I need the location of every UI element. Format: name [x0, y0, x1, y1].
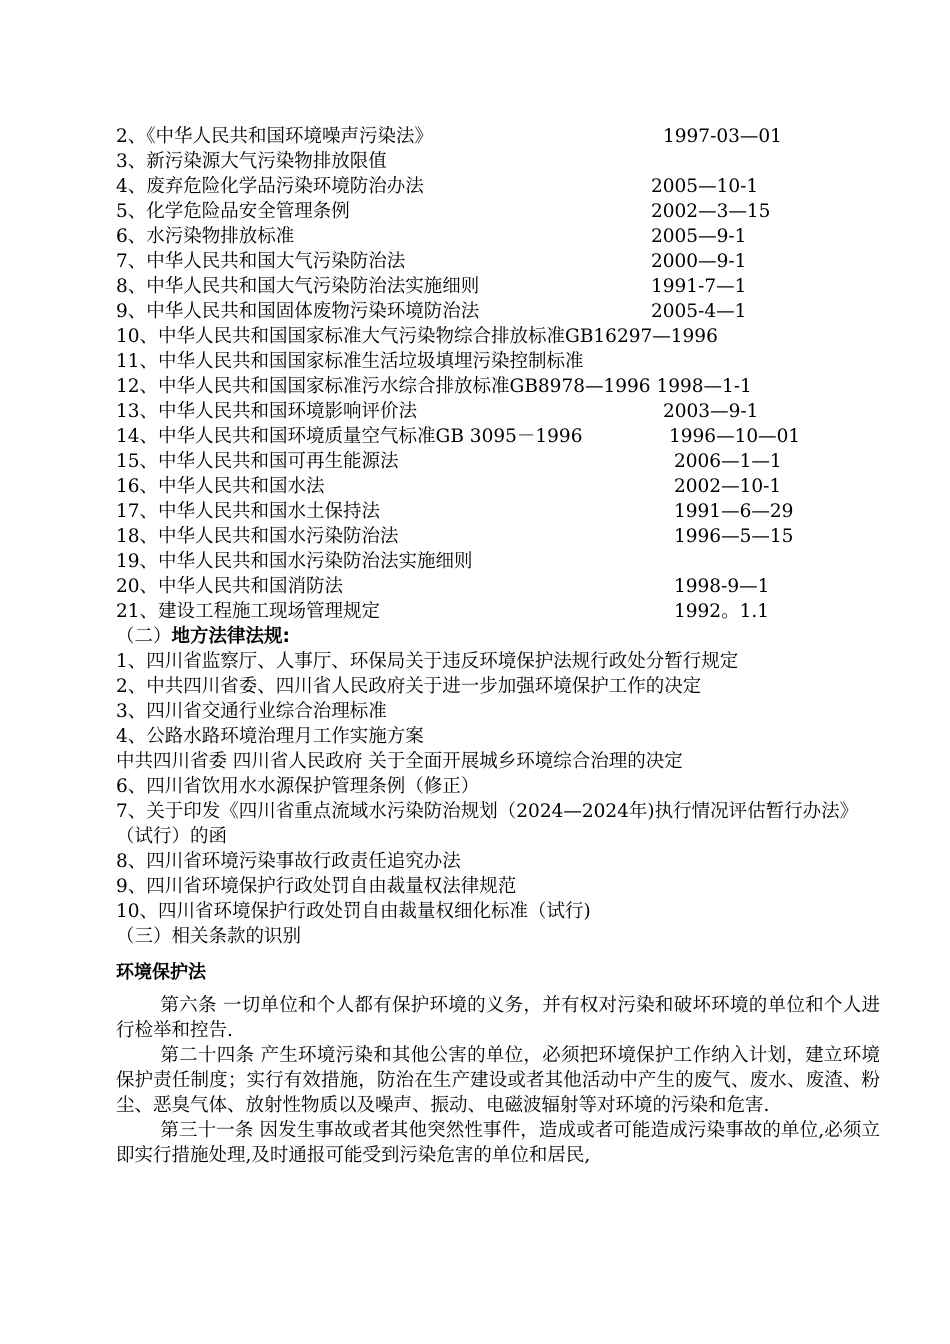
item-label: 14、中华人民共和国环境质量空气标准GB 3095－1996 [116, 426, 583, 447]
item-label: 18、中华人民共和国水污染防治法 [116, 526, 399, 547]
local-laws-heading [116, 624, 880, 649]
item-label: 4、废弃危险化学品污染环境防治办法 [116, 176, 424, 197]
list-item [116, 599, 880, 624]
list-item [116, 399, 880, 424]
item-date: 2006—1—1 [674, 451, 782, 472]
list-item: 1、四川省监察厅、人事厅、环保局关于违反环境保护法规行政处分暂行规定 [116, 651, 739, 672]
list-item [116, 349, 880, 374]
list-item [116, 574, 880, 599]
list-item [116, 474, 880, 499]
item-label: 11、中华人民共和国国家标准生活垃圾填埋污染控制标准 [116, 351, 584, 372]
paragraph: 第二十四条 产生环境污染和其他公害的单位，必须把环境保护工作纳入计划，建立环境保护责任制度；实行有效措施，防治在生产建设或者其他活动中产生的废气、废水、废渣、粉尘、恶臭气体、放射性物质以及噪声、振动、电磁波辐射等对环境的污染和危害. [116, 1045, 880, 1116]
item-label: 8、中华人民共和国大气污染防治法实施细则 [116, 276, 480, 297]
item-date: 1991-7—1 [651, 276, 747, 297]
item-date: 2005—10-1 [651, 176, 759, 197]
heading-prefix: （二） [116, 626, 172, 647]
item-date: 1992。1.1 [674, 601, 770, 622]
section-title: 环境保护法 [116, 962, 206, 983]
item-date: 1996—10—01 [669, 426, 801, 447]
item-label: 15、中华人民共和国可再生能源法 [116, 451, 399, 472]
item-label: 9、中华人民共和国固体废物污染环境防治法 [116, 301, 480, 322]
item-label: 16、中华人民共和国水法 [116, 476, 325, 497]
item-label: 3、新污染源大气污染物排放限值 [116, 151, 387, 172]
list-item [116, 424, 880, 449]
list-item [116, 449, 880, 474]
list-item [116, 199, 880, 224]
list-item [116, 149, 880, 174]
item-date: 2002—10-1 [674, 476, 782, 497]
list-item: 6、四川省饮用水水源保护管理条例（修正） [116, 776, 480, 797]
list-item [116, 224, 880, 249]
list-item [116, 524, 880, 549]
heading-text: 地方法律法规: [171, 626, 290, 647]
paragraph: 第三十一条 因发生事故或者其他突然性事件，造成或者可能造成污染事故的单位,必须立即实行措施处理,及时通报可能受到污染危害的单位和居民, [116, 1120, 880, 1166]
item-label: 7、中华人民共和国大气污染防治法 [116, 251, 406, 272]
list-item: 8、四川省环境污染事故行政责任追究办法 [116, 851, 461, 872]
item-date: 2003—9-1 [663, 401, 759, 422]
item-date: 1996—5—15 [674, 526, 794, 547]
item-date: 2000—9-1 [651, 251, 747, 272]
item-date: 2005—9-1 [651, 226, 747, 247]
list-item [116, 324, 880, 349]
item-label: 20、中华人民共和国消防法 [116, 576, 344, 597]
local-law-list [116, 649, 880, 924]
item-date: 1997-03—01 [663, 126, 782, 147]
item-label: 17、中华人民共和国水土保持法 [116, 501, 381, 522]
item-label: 12、中华人民共和国国家标准污水综合排放标准GB8978—1996 1998—1-1 [116, 376, 752, 397]
list-item [116, 299, 880, 324]
list-item: 3、四川省交通行业综合治理标准 [116, 701, 387, 722]
list-item [116, 249, 880, 274]
paragraph: 第六条 一切单位和个人都有保护环境的义务，并有权对污染和破坏环境的单位和个人进行检举和控告. [116, 995, 880, 1041]
item-label: 13、中华人民共和国环境影响评价法 [116, 401, 418, 422]
item-date: 2002—3—15 [651, 201, 771, 222]
document-page [116, 124, 880, 1168]
item-date: 1998-9—1 [674, 576, 770, 597]
list-item: 中共四川省委 四川省人民政府 关于全面开展城乡环境综合治理的决定 [116, 751, 683, 772]
list-item [116, 124, 880, 149]
list-item [116, 549, 880, 574]
list-item [116, 374, 880, 399]
item-label: 2、《中华人民共和国环境噪声污染法》 [116, 126, 434, 147]
list-item [116, 174, 880, 199]
item-label: 6、水污染物排放标准 [116, 226, 295, 247]
national-law-list [116, 124, 880, 624]
list-item: 10、四川省环境保护行政处罚自由裁量权细化标准（试行) [116, 901, 591, 922]
clause-heading: （三）相关条款的识别 [116, 926, 302, 947]
list-item [116, 274, 880, 299]
item-date: 2005-4—1 [651, 301, 747, 322]
list-item: 2、中共四川省委、四川省人民政府关于进一步加强环境保护工作的决定 [116, 676, 702, 697]
item-date: 1991—6—29 [674, 501, 794, 522]
item-label: 19、中华人民共和国水污染防治法实施细则 [116, 551, 473, 572]
list-item: 7、关于印发《四川省重点流域水污染防治规划（2024—2024年)执行情况评估暂行办法》（试行）的函 [116, 801, 859, 847]
list-item: 4、公路水路环境治理月工作实施方案 [116, 726, 424, 747]
item-label: 10、中华人民共和国国家标准大气污染物综合排放标准GB16297—1996 [116, 326, 718, 347]
item-label: 5、化学危险品安全管理条例 [116, 201, 350, 222]
item-label: 21、建设工程施工现场管理规定 [116, 601, 381, 622]
list-item: 9、四川省环境保护行政处罚自由裁量权法律规范 [116, 876, 517, 897]
list-item [116, 499, 880, 524]
